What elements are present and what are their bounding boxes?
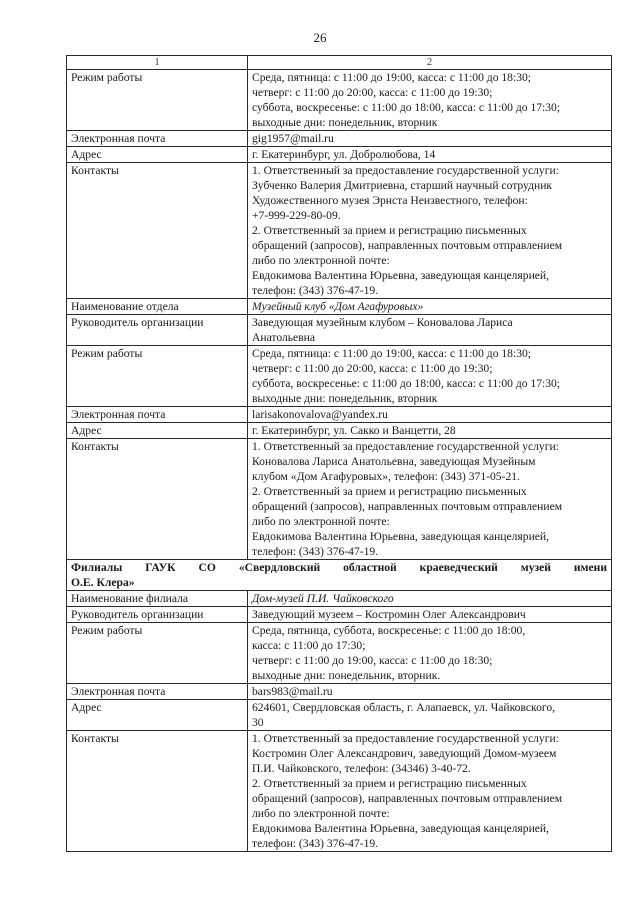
value-line: Среда, пятница: с 11:00 до 19:00, касса: с 11:00 до 18:30; [252, 71, 532, 84]
value-line: Дом-музей П.И. Чайковского [252, 592, 394, 605]
row-label: Наименование филиала [67, 591, 248, 607]
section-heading-line2: О.Е. Клера» [71, 576, 135, 589]
value-line: телефон: (343) 376-47-19. [252, 837, 379, 850]
value-line: Евдокимова Валентина Юрьевна, заведующая канцелярией, [252, 530, 550, 543]
row-value [248, 346, 612, 407]
value-line: 1. Ответственный за предоставление государственной услуги: [252, 440, 559, 453]
row-value [248, 731, 612, 852]
value-line: Евдокимова Валентина Юрьевна, заведующая канцелярией, [252, 269, 550, 282]
table-row [67, 299, 612, 315]
info-table [66, 55, 612, 852]
value-line: 624601, Свердловская область, г. Алапаевск, ул. Чайковского, [252, 701, 556, 714]
row-label: Контакты [67, 163, 248, 299]
row-label: Руководитель организации [67, 607, 248, 623]
row-label: Адрес [67, 147, 248, 163]
column-header-1: 1 [67, 56, 248, 70]
row-label: Режим работы [67, 70, 248, 131]
table-row [67, 147, 612, 163]
value-line: 2. Ответственный за прием и регистрацию письменных [252, 224, 527, 237]
row-value [248, 684, 612, 700]
row-value [248, 407, 612, 423]
row-label: Режим работы [67, 623, 248, 684]
row-label: Контакты [67, 439, 248, 560]
value-line: П.И. Чайковского, телефон: (34346) 3-40-72. [252, 762, 471, 775]
value-line: четверг: с 11:00 до 19:00, касса: с 11:00 до 18:30; [252, 654, 493, 667]
row-value [248, 700, 612, 731]
value-line: г. Екатеринбург, ул. Сакко и Ванцетти, 28 [252, 424, 456, 437]
table-row [67, 591, 612, 607]
table-row [67, 623, 612, 684]
row-value [248, 591, 612, 607]
table-row [67, 439, 612, 560]
value-line: gig1957@mail.ru [252, 132, 334, 145]
value-line: bars983@mail.ru [252, 685, 333, 698]
value-line: суббота, воскресенье: с 11:00 до 18:00, касса: с 11:00 до 17:30; [252, 101, 561, 114]
row-value [248, 147, 612, 163]
row-label: Адрес [67, 700, 248, 731]
value-line: телефон: (343) 376-47-19. [252, 545, 379, 558]
table-row [67, 163, 612, 299]
row-value [248, 315, 612, 346]
value-line: Зубченко Валерия Дмитриевна, старший научный сотрудник [252, 179, 553, 192]
value-line: клубом «Дом Агафуровых», телефон: (343) 371-05-21. [252, 470, 520, 483]
value-line: Художественного музея Эрнста Неизвестного, телефон: [252, 194, 528, 207]
value-line: выходные дни: понедельник, вторник [252, 116, 438, 129]
value-line: 30 [252, 716, 264, 729]
value-line: 1. Ответственный за предоставление государственной услуги: [252, 164, 559, 177]
value-line: +7-999-229-80-09. [252, 209, 341, 222]
row-value [248, 163, 612, 299]
row-value [248, 70, 612, 131]
row-label: Электронная почта [67, 131, 248, 147]
value-line: Костромин Олег Александрович, заведующий Домом-музеем [252, 747, 557, 760]
value-line: обращений (запросов), направленных почтовым отправлением [252, 239, 563, 252]
row-label: Адрес [67, 423, 248, 439]
table-row [67, 700, 612, 731]
value-line: четверг: с 11:00 до 20:00, касса: с 11:00 до 19:30; [252, 86, 493, 99]
row-value [248, 623, 612, 684]
value-line: Заведующий музеем – Костромин Олег Александрович [252, 608, 526, 621]
row-label: Руководитель организации [67, 315, 248, 346]
value-line: либо по электронной почте: [252, 254, 390, 267]
row-value [248, 299, 612, 315]
page-number: 26 [313, 30, 327, 45]
value-line: телефон: (343) 376-47-19. [252, 284, 379, 297]
value-line: касса: с 11:00 до 17:30; [252, 639, 366, 652]
value-line: Анатольевна [252, 331, 316, 344]
table-row [67, 423, 612, 439]
value-line: либо по электронной почте: [252, 515, 390, 528]
table-row [67, 131, 612, 147]
value-line: Коновалова Лариса Анатольевна, заведующая Музейным [252, 455, 536, 468]
row-value [248, 131, 612, 147]
value-line: larisakonovalova@yandex.ru [252, 408, 388, 421]
value-line: суббота, воскресенье: с 11:00 до 18:00, касса: с 11:00 до 17:30; [252, 377, 561, 390]
table-header-row [67, 56, 612, 70]
value-line: Евдокимова Валентина Юрьевна, заведующая канцелярией, [252, 822, 550, 835]
value-line: выходные дни: понедельник, вторник [252, 392, 438, 405]
value-line: выходные дни: понедельник, вторник. [252, 669, 441, 682]
value-line: 2. Ответственный за прием и регистрацию письменных [252, 485, 527, 498]
value-line: обращений (запросов), направленных почтовым отправлением [252, 792, 563, 805]
value-line: Музейный клуб «Дом Агафуровых» [252, 300, 424, 313]
row-value [248, 423, 612, 439]
value-line: г. Екатеринбург, ул. Добролюбова, 14 [252, 148, 436, 161]
row-label: Наименование отдела [67, 299, 248, 315]
column-header-2: 2 [248, 56, 612, 70]
section-heading-line1: Филиалы ГАУК СО «Свердловский областной краеведческий музей имени [71, 561, 607, 574]
value-line: обращений (запросов), направленных почтовым отправлением [252, 500, 563, 513]
section-heading [67, 560, 612, 591]
value-line: 1. Ответственный за предоставление государственной услуги: [252, 732, 559, 745]
table-row [67, 731, 612, 852]
row-label: Электронная почта [67, 407, 248, 423]
row-value [248, 607, 612, 623]
value-line: Заведующая музейным клубом – Коновалова Лариса [252, 316, 513, 329]
row-label: Режим работы [67, 346, 248, 407]
table-row [67, 607, 612, 623]
value-line: 2. Ответственный за прием и регистрацию письменных [252, 777, 527, 790]
table-row [67, 346, 612, 407]
table-row [67, 684, 612, 700]
row-label: Электронная почта [67, 684, 248, 700]
row-value [248, 439, 612, 560]
table-row [67, 315, 612, 346]
value-line: четверг: с 11:00 до 20:00, касса: с 11:00 до 19:30; [252, 362, 493, 375]
value-line: Среда, пятница: с 11:00 до 19:00, касса: с 11:00 до 18:30; [252, 347, 532, 360]
section-heading-row [67, 560, 612, 591]
table-row [67, 407, 612, 423]
table-row [67, 70, 612, 131]
value-line: Среда, пятница, суббота, воскресенье: с 11:00 до 18:00, [252, 624, 526, 637]
row-label: Контакты [67, 731, 248, 852]
value-line: либо по электронной почте: [252, 807, 390, 820]
